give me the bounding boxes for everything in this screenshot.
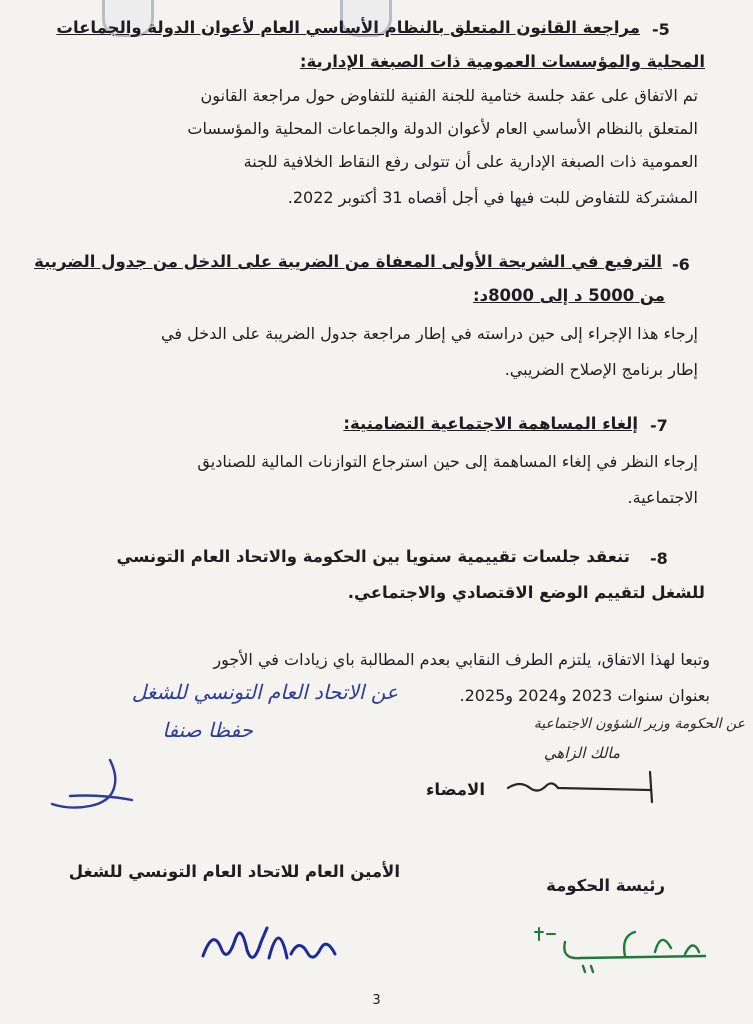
item-7-title [300, 414, 638, 440]
item-number: -6 [672, 255, 690, 274]
item-title-line: المحلية والمؤسسات العمومية ذات الصبغة الإدارية: [299, 52, 705, 71]
item-5-body [70, 86, 698, 236]
item-8-title [70, 547, 630, 575]
signatory-government-title [500, 876, 665, 900]
item-6-title [34, 252, 662, 280]
item-title-line: للشغل لتقييم الوضع الاقتصادي والاجتماعي. [347, 583, 705, 602]
body-line: وتبعا لهذا الاتفاق، يلتزم الطرف النقابي بعدم المطالبة باي زيادات في الأجور [213, 650, 710, 669]
body-line: العمومية ذات الصبغة الإدارية على أن تتولى رفع النقاط الخلافية للجنة [243, 152, 698, 171]
item-8-title-cont [70, 583, 705, 611]
signature-mark-minister [500, 762, 660, 808]
item-6-title-cont [400, 286, 665, 314]
body-line: تم الاتفاق على عقد جلسة ختامية للجنة الفنية للتفاوض حول مراجعة القانون [200, 86, 698, 105]
body-line: إطار برنامج الإصلاح الضريبي. [504, 360, 698, 379]
body-line: إرجاء هذا الإجراء إلى حين دراسته في إطار مراجعة جدول الضريبة على الدخل في [161, 324, 698, 343]
item-5-title-cont [70, 52, 705, 78]
item-title-line: مراجعة القانون المتعلق بالنظام الأساسي العام لأعوان الدولة والجماعات [56, 18, 640, 37]
signatory-ugtt-title [60, 862, 400, 886]
signature-mark-ugtt-delegate [40, 756, 140, 818]
signatory-title-text: رئيسة الحكومة [546, 876, 665, 895]
item-7-body [70, 452, 698, 522]
page-number: 3 [372, 993, 381, 1008]
body-line: إرجاء النظر في إلغاء المساهمة إلى حين استرجاع التوازنات المالية للصناديق [197, 452, 698, 471]
body-line: المشتركة للتفاوض للبت فيها في أجل أقصاه 31 أكتوبر 2022. [287, 188, 698, 207]
signatures-label [380, 780, 485, 804]
handwritten-line: مالك الزاهي [543, 744, 620, 762]
signatures-label-text: الامضاء [425, 780, 485, 799]
item-title-line: تنعقد جلسات تقييمية سنويا بين الحكومة والاتحاد العام التونسي [116, 547, 630, 566]
item-number: -7 [650, 416, 668, 435]
body-line: المتعلق بالنظام الأساسي العام لأعوان الدولة والجماعات المحلية والمؤسسات [187, 119, 698, 138]
item-6-body [70, 324, 698, 394]
body-line: بعنوان سنوات 2023 و2024 و2025. [459, 686, 710, 705]
item-title-line: الترفيع في الشريحة الأولى المعفاة من الضريبة على الدخل من جدول الضريبة [34, 252, 662, 271]
signatory-title-text: الأمين العام للاتحاد العام التونسي للشغل [68, 862, 400, 881]
signature-ugtt-secretary-general [195, 908, 355, 978]
signature-head-of-government [525, 912, 725, 976]
handwritten-line: عن الحكومة وزير الشؤون الاجتماعية [533, 716, 745, 732]
body-line: الاجتماعية. [627, 488, 698, 507]
item-number: -8 [650, 549, 668, 568]
item-title-line: إلغاء المساهمة الاجتماعية التضامنية: [343, 414, 638, 433]
handwritten-line: حفظا صنفا [162, 718, 253, 742]
item-title-line: من 5000 د إلى 8000د: [472, 286, 665, 305]
item-number: -5 [652, 20, 670, 39]
handwritten-line: عن الاتحاد العام التونسي للشغل [131, 680, 398, 704]
